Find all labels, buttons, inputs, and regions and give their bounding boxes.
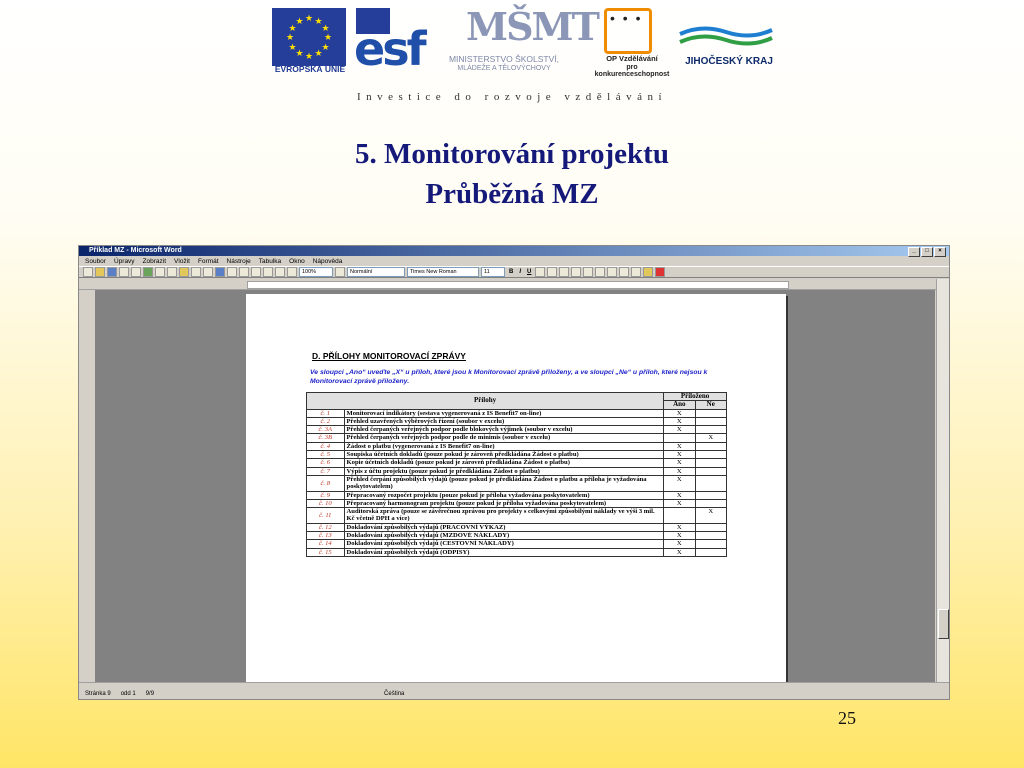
row-text: Dokladování způsobilých výdajů (MZDOVÉ NÁKLADY) <box>344 532 664 540</box>
slide-number: 25 <box>838 708 856 728</box>
eu-star-icon: ★ <box>321 22 330 33</box>
eu-star-icon: ★ <box>295 15 304 26</box>
status-page: Stránka 9 <box>85 691 111 697</box>
eu-flag-logo <box>272 8 346 66</box>
undo-icon[interactable] <box>191 267 201 277</box>
table-row <box>307 523 727 531</box>
row-text: Kopie účetních dokladů (pouze pokud je zároveň předkládána Žádost o platbu) <box>344 459 664 467</box>
row-number: č. 9 <box>307 491 345 499</box>
row-no <box>695 475 726 491</box>
menu-item[interactable]: Tabulka <box>258 258 282 265</box>
row-yes <box>664 508 695 524</box>
row-no <box>695 451 726 459</box>
row-text: Dokladování způsobilých výdajů (PRACOVNÍ VÝKAZ) <box>344 523 664 531</box>
eu-star-icon: ★ <box>321 41 330 52</box>
eu-star-icon: ★ <box>314 48 323 59</box>
justify-icon[interactable] <box>571 267 581 277</box>
save-icon[interactable] <box>107 267 117 277</box>
italic-icon[interactable]: I <box>519 269 522 275</box>
word-title-bar <box>79 246 949 256</box>
preview-icon[interactable] <box>131 267 141 277</box>
row-number: č. 12 <box>307 523 345 531</box>
row-yes: X <box>664 523 695 531</box>
menu-item[interactable]: Nástroje <box>226 258 251 265</box>
row-number: č. 3A <box>307 426 345 434</box>
row-yes: X <box>664 548 695 556</box>
indent-decrease-icon[interactable] <box>607 267 617 277</box>
menu-item[interactable]: Vložit <box>174 258 190 265</box>
bullets-icon[interactable] <box>595 267 605 277</box>
underline-icon[interactable]: U <box>527 269 532 275</box>
row-number: č. 3B <box>307 434 345 442</box>
row-number: č. 1 <box>307 409 345 417</box>
cut-icon[interactable] <box>155 267 165 277</box>
esf-logo <box>354 6 428 76</box>
row-no <box>695 523 726 531</box>
copy-icon[interactable] <box>167 267 177 277</box>
slide-title: 5. Monitorování projektu <box>355 138 669 170</box>
eu-star-icon: ★ <box>288 22 297 33</box>
row-text: Auditorská zpráva (pouze se závěrečnou zprávou pro projekty s celkovými způsobilými náklady ve výši 3 mil. Kč včetně DPH a více) <box>344 508 664 524</box>
row-no <box>695 459 726 467</box>
font-color-icon[interactable] <box>655 267 665 277</box>
scroll-thumb[interactable] <box>938 609 949 639</box>
excel-icon[interactable] <box>239 267 249 277</box>
indent-increase-icon[interactable] <box>619 267 629 277</box>
font-size-select[interactable]: 11 <box>481 267 505 277</box>
row-text: Přehled čerpaných veřejných podpor podle blokových výjimek (soubor v excelu) <box>344 426 664 434</box>
row-no <box>695 417 726 425</box>
help-icon[interactable] <box>335 267 345 277</box>
row-no <box>695 532 726 540</box>
eu-label: EVROPSKÁ UNIE <box>274 64 346 74</box>
ruler <box>79 279 949 290</box>
row-yes: X <box>664 426 695 434</box>
row-text: Dokladování způsobilých výdajů (ODPISY) <box>344 548 664 556</box>
numbering-icon[interactable] <box>583 267 593 277</box>
maximize-icon[interactable]: □ <box>921 247 933 257</box>
border-icon[interactable] <box>631 267 641 277</box>
new-doc-icon[interactable] <box>83 267 93 277</box>
msmt-logo <box>434 4 598 76</box>
table-row <box>307 499 727 507</box>
menu-item[interactable]: Zobrazit <box>142 258 167 265</box>
row-number: č. 14 <box>307 540 345 548</box>
eu-star-icon: ★ <box>305 51 314 61</box>
print-icon[interactable] <box>119 267 129 277</box>
section-title: D. PŘÍLOHY MONITOROVACÍ ZPRÁVY <box>312 351 466 361</box>
menu-item[interactable]: Formát <box>197 258 219 265</box>
row-no <box>695 499 726 507</box>
row-text: Soupiska účetních dokladů (pouze pokud je zároveň předkládána Žádost o platbu) <box>344 451 664 459</box>
eu-star-icon: ★ <box>295 48 304 59</box>
table-row <box>307 434 727 442</box>
word-window-screenshot <box>78 245 950 700</box>
vertical-scrollbar[interactable] <box>936 279 949 682</box>
table-row <box>307 540 727 548</box>
word-menubar <box>79 257 949 266</box>
row-yes: X <box>664 499 695 507</box>
msmt-mark: MŠMT <box>466 4 598 49</box>
col-no: Ne <box>695 401 726 409</box>
col-attachments: Přílohy <box>307 393 664 410</box>
opvk-line1: OP Vzdělávání <box>606 54 658 63</box>
table-row <box>307 409 727 417</box>
table-row <box>307 491 727 499</box>
eu-star-icon: ★ <box>324 32 333 42</box>
row-number: č. 8 <box>307 475 345 491</box>
eu-star-icon: ★ <box>305 13 314 23</box>
bold-icon[interactable]: B <box>509 269 514 275</box>
opvk-logo <box>594 6 670 78</box>
row-number: č. 11 <box>307 508 345 524</box>
table-row <box>307 459 727 467</box>
row-yes: X <box>664 475 695 491</box>
row-no <box>695 409 726 417</box>
table-row <box>307 467 727 475</box>
table-row <box>307 426 727 434</box>
table-row <box>307 451 727 459</box>
table-row <box>307 508 727 524</box>
row-text: Žádost o platbu (vygenerovaná z IS Benefit7 on-line) <box>344 442 664 450</box>
row-yes: X <box>664 540 695 548</box>
table-row <box>307 417 727 425</box>
font-select[interactable]: Times New Roman <box>407 267 479 277</box>
table-row <box>307 442 727 450</box>
highlight-icon[interactable] <box>643 267 653 277</box>
row-text: Monitorovací indikátory (sestava vygenerovaná z IS Benefit7 on-line) <box>344 409 664 417</box>
row-yes: X <box>664 409 695 417</box>
table-row <box>307 548 727 556</box>
close-icon[interactable]: × <box>934 247 946 257</box>
row-number: č. 2 <box>307 417 345 425</box>
col-yes: Ano <box>664 401 695 409</box>
row-no: X <box>695 434 726 442</box>
document-page <box>246 294 786 682</box>
menu-item[interactable]: Okno <box>289 258 305 265</box>
align-left-icon[interactable] <box>535 267 545 277</box>
row-number: č. 5 <box>307 451 345 459</box>
row-text: Přepracovaný rozpočet projektu (pouze pokud je příloha vyžadována poskytovatelem) <box>344 491 664 499</box>
row-yes: X <box>664 467 695 475</box>
row-yes: X <box>664 451 695 459</box>
align-right-icon[interactable] <box>559 267 569 277</box>
row-no <box>695 426 726 434</box>
table-row <box>307 532 727 540</box>
row-no <box>695 467 726 475</box>
logo-banner <box>270 6 790 76</box>
jck-waves-icon <box>678 24 774 50</box>
status-section: odd 1 <box>120 691 136 697</box>
col-attached: Přiloženo <box>664 393 727 401</box>
row-number: č. 13 <box>307 532 345 540</box>
row-no <box>695 491 726 499</box>
jck-logo <box>674 20 784 76</box>
drawing-icon[interactable] <box>263 267 273 277</box>
style-select[interactable]: Normální <box>347 267 405 277</box>
msmt-line2: MLÁDEŽE A TĚLOVÝCHOVY <box>457 65 551 72</box>
esf-text: esf <box>354 22 424 76</box>
row-text: Přepracovaný harmonogram projektu (pouze pokud je příloha vyžadována poskytovatelem) <box>344 499 664 507</box>
align-center-icon[interactable] <box>547 267 557 277</box>
row-number: č. 15 <box>307 548 345 556</box>
row-text: Přehled uzavřených výběrových řízení (soubor v excelu) <box>344 417 664 425</box>
intro-text: Ve sloupci „Ano“ uveďte „X“ u příloh, které jsou k Monitorovací zprávě přiloženy, a ve sloupci „Ne“ u příloh, které nejsou k Monitorovací zprávě přiloženy. <box>310 369 708 385</box>
status-bar <box>79 689 949 699</box>
row-no <box>695 540 726 548</box>
slide-subtitle: Průběžná MZ <box>425 178 599 210</box>
row-number: č. 4 <box>307 442 345 450</box>
row-yes: X <box>664 442 695 450</box>
row-number: č. 7 <box>307 467 345 475</box>
hyperlink-icon[interactable] <box>215 267 225 277</box>
spelling-icon[interactable] <box>143 267 153 277</box>
table-row <box>307 475 727 491</box>
msmt-line1: MINISTERSTVO ŠKOLSTVÍ, <box>448 54 560 64</box>
row-text: Přehled čerpání způsobilých výdajů (pouze pokud je předkládána Žádost o platbu a příloha je vyžadována poskytovatelem) <box>344 475 664 491</box>
table-icon[interactable] <box>227 267 237 277</box>
ruler-bar <box>247 281 789 289</box>
minimize-icon[interactable]: _ <box>908 247 920 257</box>
opvk-dots-icon: • • • <box>610 10 643 26</box>
docmap-icon[interactable] <box>275 267 285 277</box>
jck-label: JIHOČESKÝ KRAJ <box>685 56 773 67</box>
menu-item[interactable]: Soubor <box>85 258 106 265</box>
row-yes: X <box>664 491 695 499</box>
row-text: Výpis z účtu projektu (pouze pokud je předkládána Žádost o platbu) <box>344 467 664 475</box>
menu-item[interactable]: Nápověda <box>312 258 343 265</box>
row-text: Přehled čerpaných veřejných podpor podle de minimis (soubor v excelu) <box>344 434 664 442</box>
row-yes: X <box>664 532 695 540</box>
row-yes: X <box>664 459 695 467</box>
window-controls <box>908 247 946 257</box>
row-text: Dokladování způsobilých výdajů (CESTOVNÍ NÁKLADY) <box>344 540 664 548</box>
row-number: č. 10 <box>307 499 345 507</box>
redo-icon[interactable] <box>203 267 213 277</box>
paste-icon[interactable] <box>179 267 189 277</box>
eu-star-icon: ★ <box>314 15 323 26</box>
status-pages: 9/9 <box>145 691 155 697</box>
menu-item[interactable]: Úpravy <box>113 258 135 265</box>
attachments-table <box>306 392 727 557</box>
row-no <box>695 442 726 450</box>
row-yes: X <box>664 417 695 425</box>
open-folder-icon[interactable] <box>95 267 105 277</box>
tagline: Investice do rozvoje vzdělávání <box>356 91 668 103</box>
row-no <box>695 548 726 556</box>
zoom-select[interactable]: 100% <box>299 267 333 277</box>
eu-star-icon: ★ <box>286 32 295 42</box>
row-yes <box>664 434 695 442</box>
row-no: X <box>695 508 726 524</box>
columns-icon[interactable] <box>251 267 261 277</box>
pilcrow-icon[interactable] <box>287 267 297 277</box>
word-toolbar <box>79 266 949 278</box>
opvk-line2: pro konkurenceschopnost <box>594 64 670 78</box>
word-window-title: Příklad MZ - Microsoft Word <box>89 247 182 254</box>
row-number: č. 6 <box>307 459 345 467</box>
vertical-ruler <box>79 290 96 682</box>
status-language: Čeština <box>384 691 405 697</box>
eu-star-icon: ★ <box>288 41 297 52</box>
